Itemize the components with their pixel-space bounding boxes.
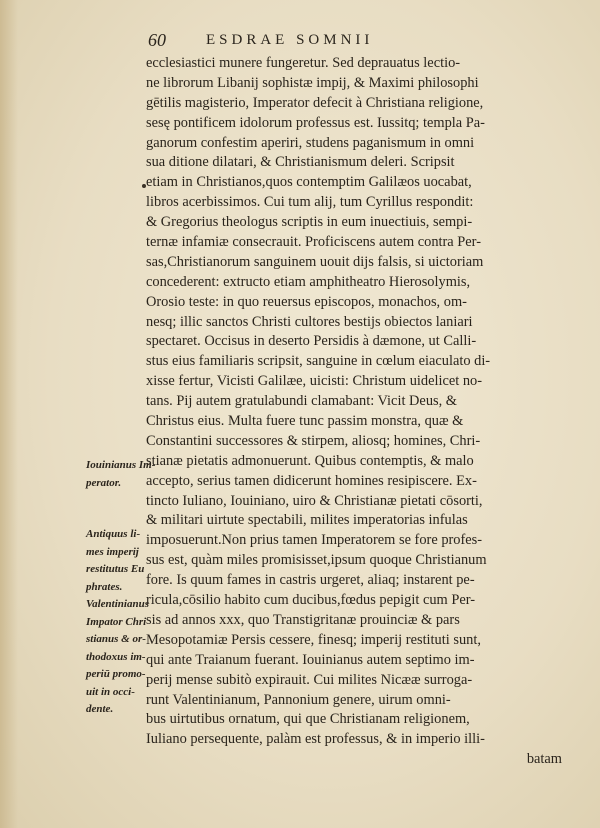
margin-note-line: thodoxus im- xyxy=(86,650,146,663)
text-line: spectaret. Occisus in deserto Persidis à dæmone, ut Calli- xyxy=(146,333,477,350)
text-line: qui ante Traianum fuerant. Iouinianus autem septimo im- xyxy=(146,651,475,668)
margin-note-line: Impator Chri xyxy=(86,615,147,628)
text-line: ecclesiastici munere fungeretur. Sed deprauatus lectio- xyxy=(146,55,461,71)
text-line: perij mense subitò expirauit. Cui milites Nicææ surroga- xyxy=(146,671,473,688)
text-line: imposuerunt.Non prius tamen Imperatorem se fore profes- xyxy=(146,532,483,549)
margin-note-line: perator. xyxy=(86,476,122,489)
margin-note-line: uit in occi- xyxy=(86,685,135,698)
margin-note-iouinianus xyxy=(86,457,156,492)
text-line: Mesopotamiæ Persis cessere, finesq; imperij restituti sunt, xyxy=(146,631,481,648)
text-line: fore. Is quum fames in castris urgeret, aliaq; instarent pe- xyxy=(146,572,475,589)
text-line: sus est, quàm miles promisisset,ipsum quoque Christianum xyxy=(146,552,487,569)
text-line: Orosio teste: in quo reuersus episcopos, monachos, om- xyxy=(146,293,467,310)
margin-note-line: stianus & or- xyxy=(86,633,146,645)
text-line: tincto Iuliano, Iouiniano, uiro & Christianæ pietati cōsorti, xyxy=(146,492,483,509)
text-line: nesq; illic sanctos Christi cultores bestijs obiectos laniari xyxy=(146,313,473,330)
page-number: 60 xyxy=(148,30,166,50)
text-line: ne librorum Libanij sophistæ impij, & Maximi philosophi xyxy=(146,74,479,91)
margin-note-line: phrates. xyxy=(86,580,123,593)
margin-note-line: Valentinianus xyxy=(86,598,149,610)
margin-note-line: Antiquus li- xyxy=(86,528,141,540)
margin-note-line: dente. xyxy=(86,703,114,715)
margin-note-line: restitutus Eu xyxy=(86,563,145,575)
text-line: & militari uirtute spectabili, milites imperatorias infulas xyxy=(146,512,468,529)
text-line: sis ad annos xxx, quo Transtigritanæ prouinciæ & pars xyxy=(146,611,460,628)
text-line: bus uirtutibus ornatum, qui que Christianam religionem, xyxy=(146,711,470,728)
text-line: Iuliano persequente, palàm est professus, & in imperio illi- xyxy=(146,731,485,748)
text-line: ganorum confestim aperiri, studens paganismum in omni xyxy=(146,134,475,151)
page-header xyxy=(148,28,558,54)
running-title: ESDRAE SOMNII xyxy=(206,32,374,48)
text-line: accepto, serius tamen didicerunt homines resipiscere. Ex- xyxy=(146,472,477,489)
text-line: xisse fertur, Vicisti Galilæe, uicisti: Christum uidelicet no- xyxy=(146,373,483,390)
main-text-block xyxy=(146,54,562,770)
page-gutter-shadow xyxy=(0,0,18,828)
text-line: Christus eius. Multa fuere tunc passim monstra, quæ & xyxy=(146,413,464,430)
text-line: gētilis magisterio, Imperator defecit à Christiana religione, xyxy=(146,94,484,111)
text-line: stus eius familiaris scripsit, sanguine in cœlum eiaculato di- xyxy=(146,353,491,370)
margin-note-line: mes imperij xyxy=(86,545,139,558)
text-line: & Gregorius theologus scriptis in eum inuectiuis, sempi- xyxy=(146,214,473,231)
text-line: libros acerbissimos. Cui tum alij, tum Cyrillus respondit: xyxy=(146,194,474,211)
margin-note-line: periū promo- xyxy=(86,668,146,680)
text-line: sua ditione dilatari, & Christianismum deleri. Scripsit xyxy=(146,154,455,171)
text-line: ternæ infamiæ consecrauit. Proficiscens autem contra Per- xyxy=(146,234,481,251)
text-line: Constantini successores & stirpem, aliosq; homines, Chri- xyxy=(146,432,481,449)
catchword: batam xyxy=(526,751,562,768)
margin-note-line: Iouinianus Im- xyxy=(86,459,156,471)
text-line: runt Valentinianum, Pannonium genere, uirum omni- xyxy=(146,691,451,708)
text-line: tans. Pij autem gratulabundi clamabant: Vicit Deus, & xyxy=(146,393,458,410)
text-line: ricula,cōsilio habito cum ducibus,fœdus pepigit cum Per- xyxy=(146,592,476,609)
text-line: stianæ pietatis admonuerunt. Quibus contemptis, & malo xyxy=(146,452,474,469)
text-line: sas,Christianorum sanguinem uouit dijs falsis, si uictoriam xyxy=(146,253,484,270)
margin-note-antiquus-limes xyxy=(86,526,149,719)
text-line: concederent: extructo etiam amphitheatro Hierosolymis, xyxy=(146,273,471,290)
text-line: etiam in Christianos,quos contemptim Galilæos uocabat, xyxy=(146,174,472,191)
text-line: sesę pontificem idolorum professus est. Iussitq; templa Pa- xyxy=(146,114,485,131)
